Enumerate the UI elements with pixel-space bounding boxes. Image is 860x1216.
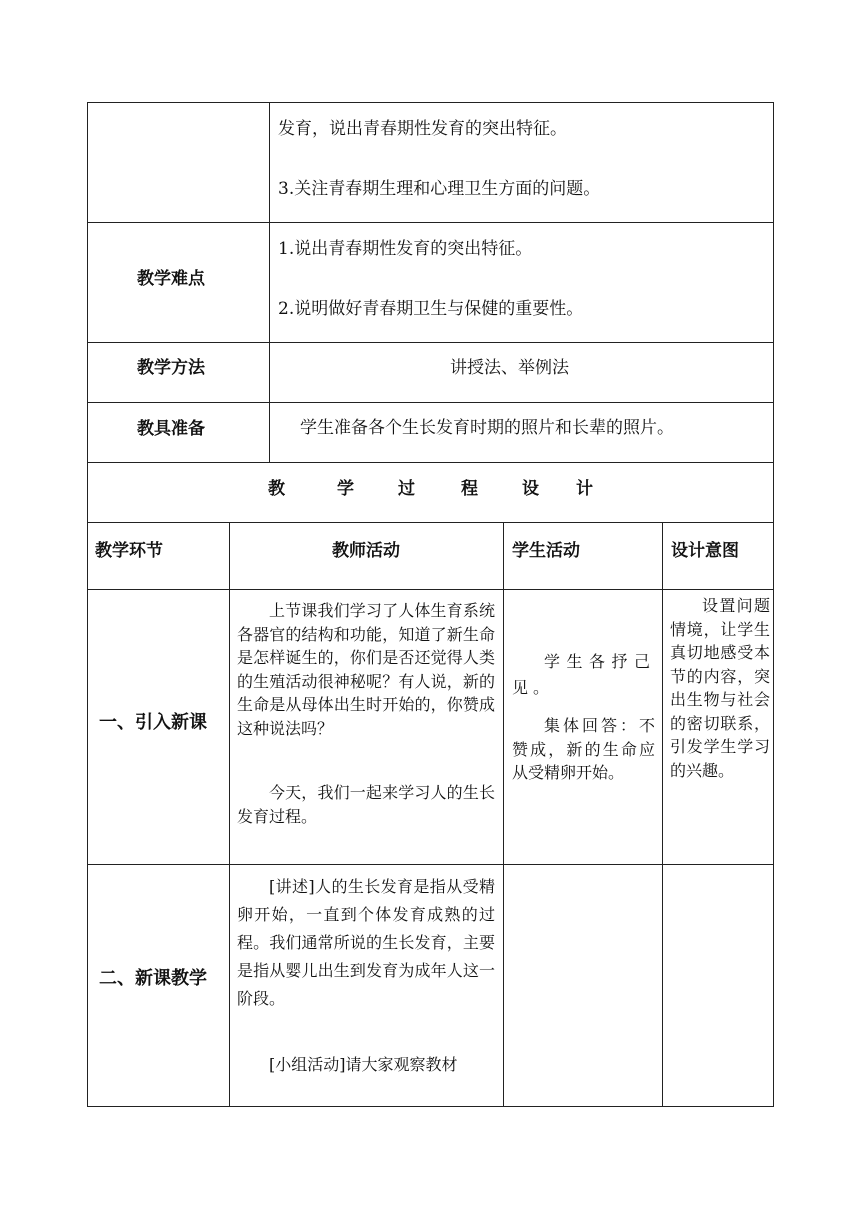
table-border-left	[87, 102, 88, 1107]
stage-new-lesson: 二、新课教学	[99, 968, 207, 989]
table-border-bottom	[87, 1106, 774, 1107]
header-student: 学生活动	[512, 541, 580, 561]
row-divider	[87, 342, 774, 343]
process-title-char: 学	[337, 479, 354, 499]
row-divider	[87, 864, 774, 865]
row-divider	[87, 462, 774, 463]
student-intro-p1: 学生各抒己见。	[512, 652, 655, 697]
process-title-char: 计	[576, 479, 593, 499]
header-stage: 教学环节	[95, 541, 163, 561]
table-divider-stage	[229, 522, 230, 1107]
table-divider-top	[269, 102, 270, 463]
process-title-char: 程	[461, 479, 478, 499]
goal-line-3: 3.关注青春期生理和心理卫生方面的问题。	[278, 179, 601, 199]
intent-intro: 设置问题情境，让学生真切地感受本节的内容，突出生物与社会的密切联系，引发学生学习的兴趣。	[670, 596, 770, 780]
difficulty-label: 教学难点	[137, 269, 205, 289]
row-divider	[87, 589, 774, 590]
header-teacher: 教师活动	[332, 541, 400, 561]
stage-intro: 一、引入新课	[99, 712, 207, 733]
teacher-new-p1: [讲述]人的生长发育是指从受精卵开始，一直到个体发育成熟的过程。我们通常所说的生长发育，主要是指从婴儿出生到发育为成年人这一阶段。	[237, 877, 495, 1008]
process-title-char: 设	[522, 479, 539, 499]
tools-value: 学生准备各个生长发育时期的照片和长辈的照片。	[300, 418, 674, 438]
difficulty-item-1: 1.说出青春期性发育的突出特征。	[278, 239, 533, 259]
difficulty-item-2: 2.说明做好青春期卫生与保健的重要性。	[278, 299, 584, 319]
student-intro-p2: 集体回答：不赞成，新的生命应从受精卵开始。	[512, 716, 655, 782]
teacher-intro-p1: 上节课我们学习了人体生育系统各器官的结构和功能，知道了新生命是怎样诞生的，你们是否还觉得人类的生殖活动很神秘呢？有人说，新的生命是从母体出生时开始的，你赞成这种说法吗？	[237, 601, 495, 738]
row-divider	[87, 402, 774, 403]
teacher-intro-p2: 今天，我们一起来学习人的生长发育过程。	[237, 783, 495, 826]
teacher-new-p2: [小组活动]请大家观察教材	[269, 1055, 458, 1074]
header-intent: 设计意图	[671, 541, 739, 561]
row-divider	[87, 522, 774, 523]
table-border-right	[773, 102, 774, 1107]
row-divider	[87, 222, 774, 223]
tools-label: 教具准备	[137, 419, 205, 439]
table-divider-teacher	[503, 522, 504, 1107]
process-title-char: 过	[398, 479, 415, 499]
goal-line-1: 发育，说出青春期性发育的突出特征。	[278, 119, 567, 139]
process-title-char: 教	[268, 479, 285, 499]
table-divider-student	[662, 522, 663, 1107]
table-border-top	[87, 102, 774, 103]
method-value: 讲授法、举例法	[450, 358, 569, 378]
method-label: 教学方法	[137, 358, 205, 378]
